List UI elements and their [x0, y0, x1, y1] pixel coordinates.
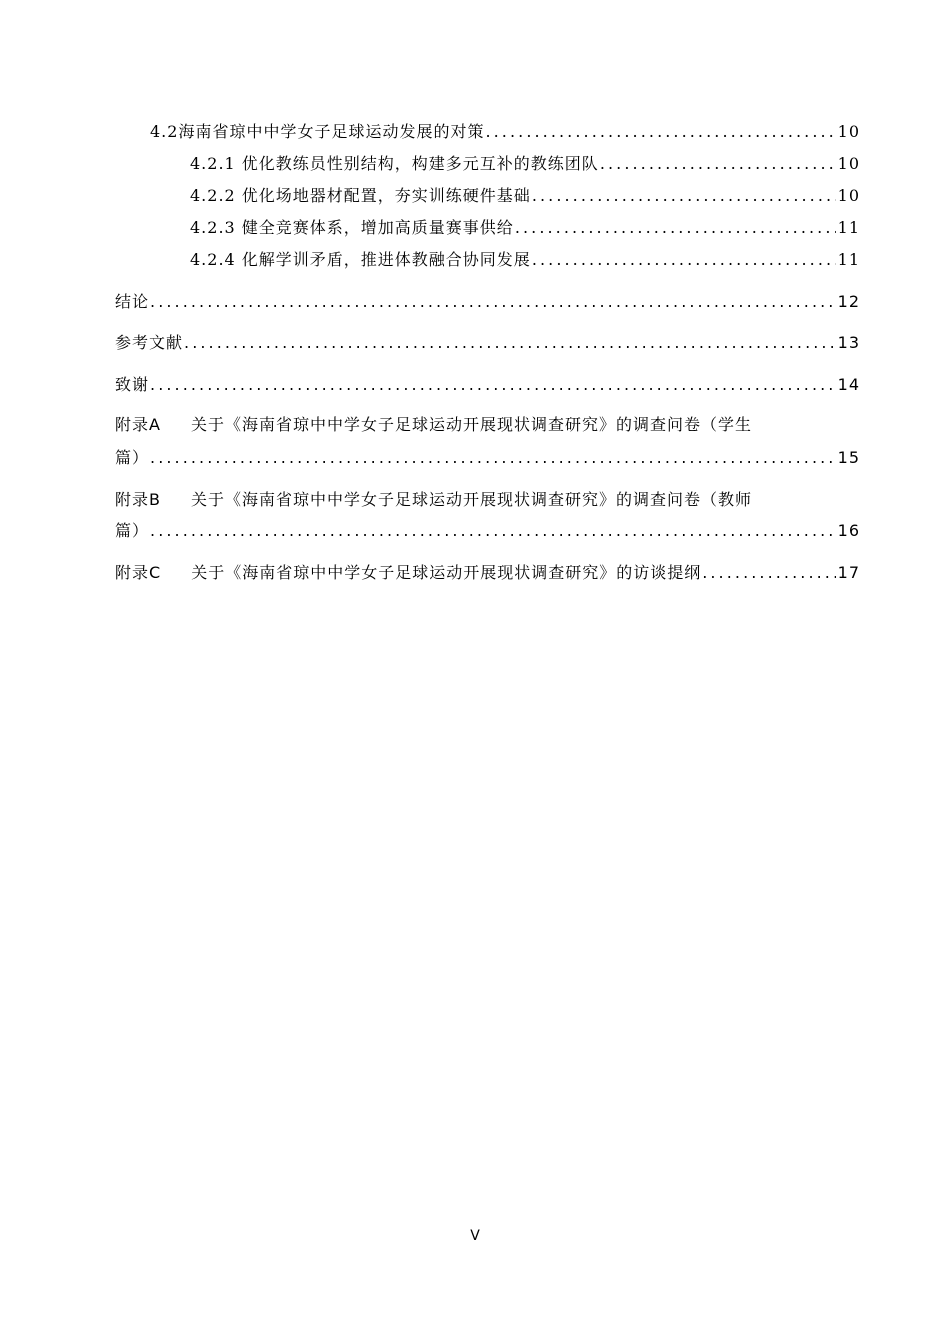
toc-entry-references[interactable] — [115, 331, 860, 355]
toc-entry-appendix-a[interactable] — [115, 412, 860, 438]
appendix-title-cont: 篇） — [115, 521, 150, 540]
appendix-title: 关于《海南省琼中中学女子足球运动开展现状调查研究》的调查问卷（教师 — [190, 490, 752, 509]
toc-entry-4-2-3[interactable] — [190, 216, 860, 240]
page-number: V — [470, 1228, 480, 1244]
dot-leader — [702, 561, 835, 585]
dot-leader — [532, 248, 836, 272]
dot-leader — [150, 519, 836, 543]
dot-leader — [184, 331, 836, 355]
toc-entry-title: 4.2.2 优化场地器材配置，夯实训练硬件基础 — [190, 186, 531, 205]
dot-leader — [150, 446, 836, 470]
toc-entry-title: 4.2海南省琼中中学女子足球运动发展的对策 — [150, 122, 485, 141]
toc-entry-4-2-1[interactable] — [190, 152, 860, 176]
toc-entry-page: 17 — [837, 563, 860, 582]
toc-entry-title: 结论 — [115, 292, 150, 311]
toc-entry-page: 16 — [837, 521, 860, 540]
dot-leader — [532, 184, 836, 208]
toc-entry-appendix-b[interactable] — [115, 487, 860, 513]
toc-entry-page: 15 — [837, 448, 860, 467]
dot-leader — [600, 152, 836, 176]
toc-entry-appendix-b-cont[interactable] — [115, 519, 860, 543]
toc-entry-title: 参考文献 — [115, 333, 184, 352]
toc-entry-page: 11 — [837, 218, 860, 237]
dot-leader — [150, 290, 836, 314]
appendix-title: 关于《海南省琼中中学女子足球运动开展现状调查研究》的调查问卷（学生 — [190, 415, 752, 434]
dot-leader — [485, 120, 835, 144]
appendix-label: 附录A — [115, 415, 161, 434]
toc-entry-title: 4.2.1 优化教练员性别结构，构建多元互补的教练团队 — [190, 154, 599, 173]
toc-entry-acknowledgements[interactable] — [115, 373, 860, 397]
toc-entry-4-2-2[interactable] — [190, 184, 860, 208]
appendix-label: 附录B — [115, 490, 161, 509]
toc-entry-page: 14 — [837, 375, 860, 394]
dot-leader — [150, 373, 836, 397]
appendix-title-cont: 篇） — [115, 448, 150, 467]
toc-entry-4-2-4[interactable] — [190, 248, 860, 272]
appendix-label: 附录C — [115, 563, 162, 582]
toc-entry-title: 4.2.4 化解学训矛盾，推进体教融合协同发展 — [190, 250, 531, 269]
dot-leader — [515, 216, 836, 240]
toc-entry-page: 11 — [837, 250, 860, 269]
toc-entry-page: 12 — [837, 292, 860, 311]
toc-entry-page: 10 — [837, 186, 860, 205]
toc-entry-page: 13 — [837, 333, 860, 352]
toc-entry-page: 10 — [837, 122, 860, 141]
toc-entry-appendix-a-cont[interactable] — [115, 446, 860, 470]
toc-entry-appendix-c[interactable] — [115, 561, 860, 585]
toc-entry-page: 10 — [837, 154, 860, 173]
toc-entry-conclusion[interactable] — [115, 290, 860, 314]
toc-entry-title: 4.2.3 健全竞赛体系，增加高质量赛事供给 — [190, 218, 514, 237]
toc-entry-4-2[interactable] — [150, 120, 860, 144]
toc-entry-title: 致谢 — [115, 375, 150, 394]
appendix-title: 关于《海南省琼中中学女子足球运动开展现状调查研究》的访谈提纲 — [191, 563, 702, 582]
